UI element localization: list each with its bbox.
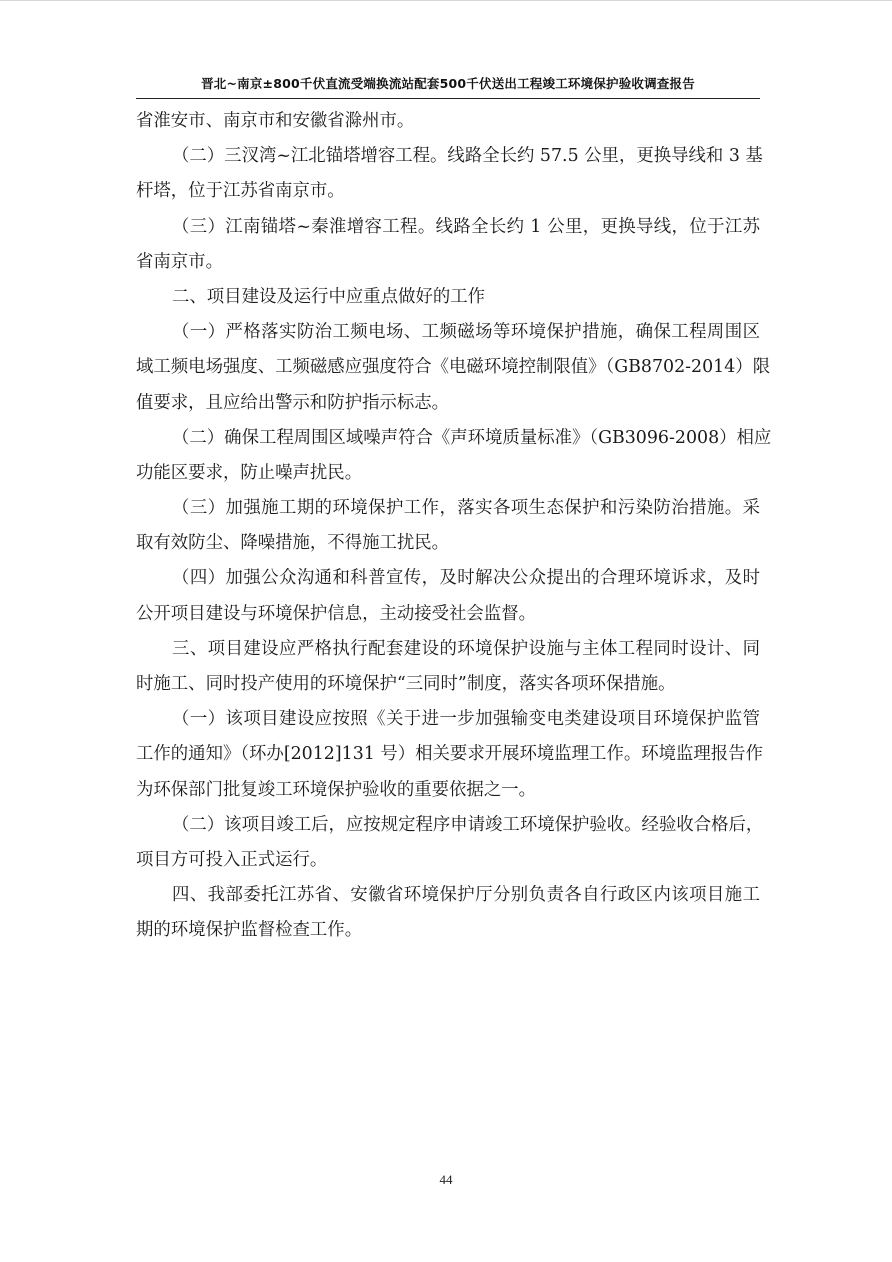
text-line: （二）该项目竣工后，应按规定程序申请竣工环境保护验收。经验收合格后，	[172, 814, 764, 835]
header-rule	[136, 98, 760, 99]
text-line: 取有效防尘、降噪措施，不得施工扰民。	[136, 533, 450, 554]
text-line: 公开项目建设与环境保护信息，主动接受社会监督。	[136, 603, 536, 624]
text-line: （二）确保工程周围区域噪声符合《声环境质量标准》（GB3096-2008）相应	[172, 427, 772, 448]
document-body	[136, 104, 772, 949]
text-line: （一）严格落实防治工频电场、工频磁场等环境保护措施，确保工程周围区	[172, 322, 760, 343]
text-line: 期的环境保护监督检查工作。	[136, 920, 363, 941]
text-line: 省南京市。	[136, 251, 223, 272]
text-line: 时施工、同时投产使用的环境保护“三同时”制度，落实各项环保措施。	[136, 674, 676, 694]
text-line: 杆塔，位于江苏省南京市。	[136, 181, 345, 202]
text-line: 省淮安市、南京市和安徽省滁州市。	[136, 111, 415, 131]
text-line: 项目方可投入正式运行。	[136, 849, 328, 870]
text-line: （三）江南锚塔~秦淮增容工程。线路全长约 1 公里，更换导线，位于江苏	[172, 216, 760, 237]
page-number: 44	[439, 1172, 453, 1187]
section-heading: 三、项目建设应严格执行配套建设的环境保护设施与主体工程同时设计、同	[172, 638, 760, 659]
page-top-border	[0, 0, 892, 1]
text-line: 工作的通知》（环办[2012]131 号）相关要求开展环境监理工作。环境监理报告作	[136, 744, 763, 765]
text-line: 功能区要求，防止噪声扰民。	[136, 462, 363, 483]
text-line: 域工频电场强度、工频磁感应强度符合《电磁环境控制限值》（GB8702-2014）限	[136, 357, 771, 378]
section-heading: 四、我部委托江苏省、安徽省环境保护厅分别负责各自行政区内该项目施工	[172, 885, 760, 906]
text-line: （三）加强施工期的环境保护工作，落实各项生态保护和污染防治措施。采	[172, 498, 760, 519]
section-heading: 二、项目建设及运行中应重点做好的工作	[172, 286, 486, 307]
text-line: （二）三汊湾~江北锚塔增容工程。线路全长约 57.5 公里，更换导线和 3 基	[172, 146, 763, 167]
text-line: 值要求，且应给出警示和防护指示标志。	[136, 392, 450, 413]
text-line: （四）加强公众沟通和科普宣传，及时解决公众提出的合理环境诉求，及时	[172, 568, 760, 589]
running-header: 晋北~南京±800千伏直流受端换流站配套500千伏送出工程竣工环境保护验收调查报告	[201, 76, 695, 91]
text-line: （一）该项目建设应按照《关于进一步加强输变电类建设项目环境保护监管	[172, 709, 760, 730]
text-line: 为环保部门批复竣工环境保护验收的重要依据之一。	[136, 779, 536, 800]
